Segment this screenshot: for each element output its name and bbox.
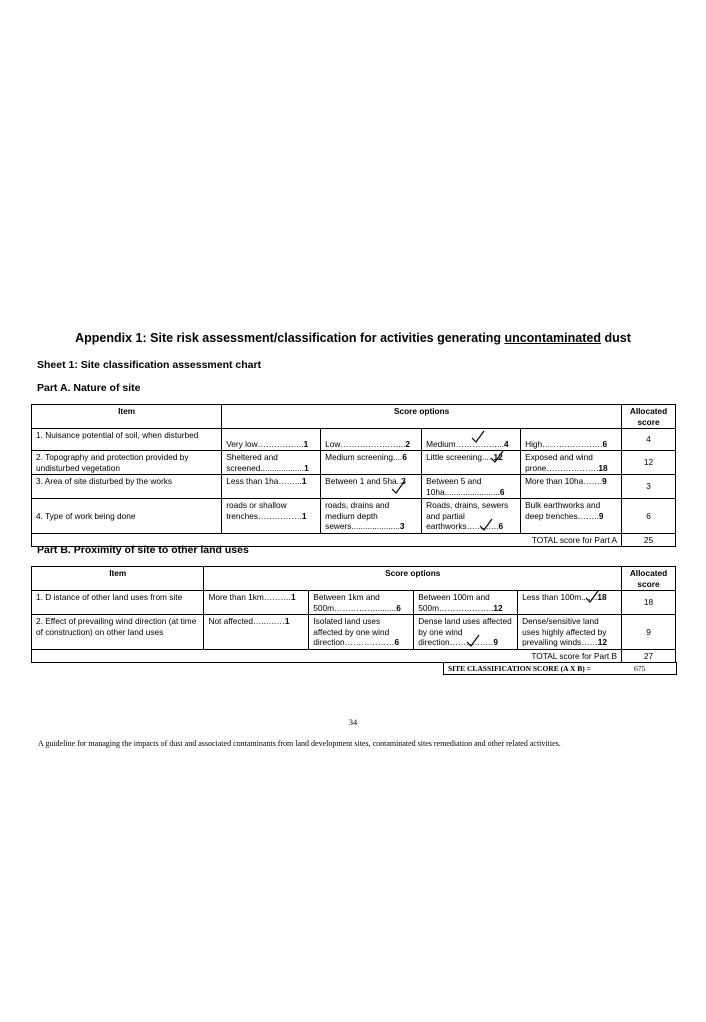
option-cell: Between 100m and 500m………………..12 [414, 591, 518, 615]
option-cell-selected: Between 1 and 5ha..3 [321, 475, 422, 499]
item-cell: 2. Topography and protection provided by undisturbed vegetation [32, 451, 222, 475]
title-underlined: uncontaminated [504, 331, 601, 345]
allocated-score: 12 [622, 451, 676, 475]
option-cell: roads, drains and medium depth sewers.....................3 [321, 499, 422, 534]
footer-text: A guideline for managing the impacts of dust and associated contaminants from land development sites, contaminated sites remediation and other related activities. [38, 739, 561, 748]
classification-value: 675 [634, 664, 646, 673]
checkmark-icon [585, 590, 599, 604]
checkmark-icon [391, 481, 405, 495]
option-cell: Sheltered and screened...................1 [222, 451, 321, 475]
option-cell: Medium screening....6 [321, 451, 422, 475]
option-cell: Exposed and wind prone……………….18 [521, 451, 622, 475]
option-cell-selected: Dense land uses affected by one wind direction………….…9 [414, 615, 518, 650]
option-cell: Very low……………..1 [222, 429, 321, 451]
item-cell: 2. Effect of prevailing wind direction (at time of construction) on other land uses [32, 615, 204, 650]
allocated-score: 3 [622, 475, 676, 499]
allocated-score: 6 [622, 499, 676, 534]
option-cell: Bulk earthworks and deep trenches……..9 [521, 499, 622, 534]
option-cell: Low…………………...2 [321, 429, 422, 451]
total-label: TOTAL score for Part B [32, 649, 622, 663]
header-allocated-score: Allocated score [622, 405, 676, 429]
title-text: Appendix 1: Site risk assessment/classification for activities generating [75, 331, 505, 345]
table-row [32, 499, 676, 534]
table-row [32, 615, 676, 650]
option-cell: Dense/sensitive land uses highly affected by prevailing winds……12 [518, 615, 622, 650]
allocated-score: 9 [622, 615, 676, 650]
total-value: 27 [622, 649, 676, 663]
table-row [32, 475, 676, 499]
total-label: TOTAL score for Part A [32, 533, 622, 547]
part-a-table [31, 404, 676, 547]
table-header-row [32, 567, 676, 591]
table-row [32, 429, 676, 451]
site-classification-box [443, 662, 677, 675]
header-score-options: Score options [222, 405, 622, 429]
checkmark-icon [490, 450, 504, 464]
option-cell: High………………….6 [521, 429, 622, 451]
header-allocated-score: Allocated score [622, 567, 676, 591]
option-cell: Isolated land uses affected by one wind direction………………6 [309, 615, 414, 650]
header-score-options: Score options [204, 567, 622, 591]
checkmark-icon [466, 634, 480, 648]
title-suffix: dust [601, 331, 631, 345]
option-cell: roads or shallow trenches…………….1 [222, 499, 321, 534]
table-row [32, 451, 676, 475]
table-header-row [32, 405, 676, 429]
checkmark-icon [479, 518, 493, 532]
classification-label: SITE CLASSIFICATION SCORE (A X B) = [448, 664, 591, 673]
part-b-heading: Part B. Proximity of site to other land uses [37, 544, 249, 556]
item-cell: 4. Type of work being done [32, 499, 222, 534]
item-cell: 1. Nuisance potential of soil, when disturbed [32, 429, 222, 451]
option-cell: Between 1km and 500m…………….........6 [309, 591, 414, 615]
table-row [32, 591, 676, 615]
sheet-heading: Sheet 1: Site classification assessment chart [37, 359, 262, 371]
item-cell: 3. Area of site disturbed by the works [32, 475, 222, 499]
checkmark-icon [471, 430, 485, 444]
option-cell-selected: Little screening.....12 [422, 451, 521, 475]
option-cell-selected: Less than 100m.......18 [518, 591, 622, 615]
option-cell: Between 5 and 10ha........................6 [422, 475, 521, 499]
option-cell-selected: Medium……………...4 [422, 429, 521, 451]
option-cell-selected: Roads, drains, sewers and partial earthworks….……..6 [422, 499, 521, 534]
option-cell: Less than 1ha……...1 [222, 475, 321, 499]
page-title [0, 331, 706, 345]
header-item: Item [32, 405, 222, 429]
option-cell: Not affected…...……1 [204, 615, 309, 650]
page-number: 34 [348, 717, 358, 727]
header-item: Item [32, 567, 204, 591]
allocated-score: 4 [622, 429, 676, 451]
total-value: 25 [622, 533, 676, 547]
total-row [32, 649, 676, 663]
option-cell: More than 10ha…….9 [521, 475, 622, 499]
allocated-score: 18 [622, 591, 676, 615]
part-a-heading: Part A. Nature of site [37, 382, 141, 394]
option-cell: More than 1km……….1 [204, 591, 309, 615]
part-b-table [31, 566, 676, 663]
item-cell: 1. D istance of other land uses from site [32, 591, 204, 615]
